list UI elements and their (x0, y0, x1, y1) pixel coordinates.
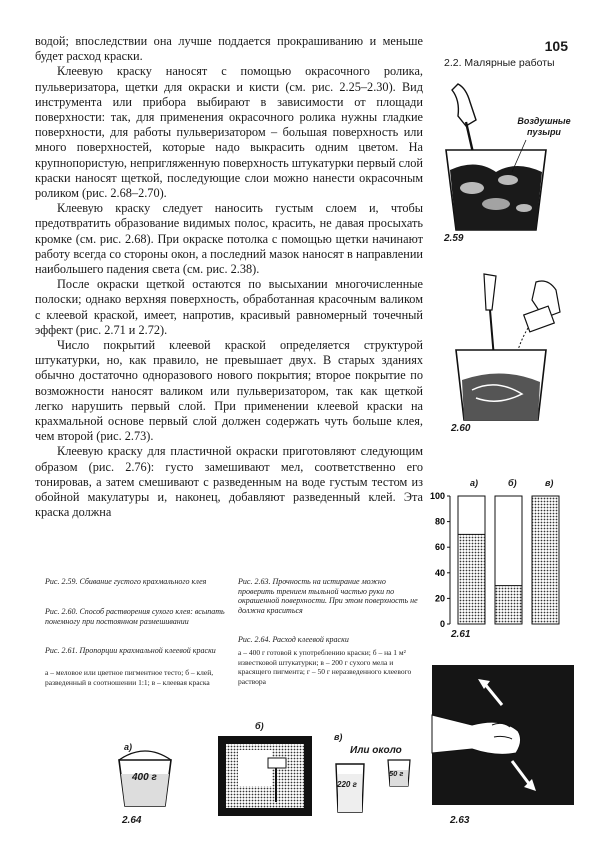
paragraph: водой; впоследствии она лучше поддается прокрашиванию и меньше будет расход краски. (35, 34, 423, 64)
paragraph: Число покрытий клеевой краской определяется структурой штукатурки, но, как правило, не превышает двух. В старых зданиях обычно достаточно одноразового нового покрытия; второе покрытие по возможности наносят валиком или пульверизатором, так как щеткой легко нарушить первый слой. При применении клеевой краски на крахмальной основе первый слой должен содержать чуть больше клея, чем второй (рис. 2.73). (35, 338, 423, 444)
figure-2-63 (432, 665, 574, 805)
chart-tick-label: 20 (434, 593, 445, 604)
chart-bar (495, 586, 522, 624)
chart-panel-label: в) (545, 478, 554, 488)
figure-2-59-annotation: Воздушные пузыри (517, 116, 571, 137)
figure-2-63-label: 2.63 (450, 815, 470, 826)
main-text-column (35, 34, 423, 521)
chart-panel-label: б) (508, 478, 517, 488)
chart-bar (532, 496, 559, 624)
paragraph: Клеевую краску для пластичной окраски приготовляют следующим образом (рис. 2.76): густо замешивают мел, соответственно его тонировав, а затем смешивают с разведенным на воде густым тестом из обойной макулатуры и, наконец, добавляют разведенный клей. Эта краска должна (35, 444, 423, 520)
chart-panel-label: а) (470, 478, 479, 488)
paragraph: Клеевую краску следует наносить густым слоем и, чтобы предотвратить образование видимых полос, красить, не давая просыхать кромке (см. рис. 2.68). При окраске потолка с помощью щетки начинают работу всегда со стороны окон, а последний мазок наносят в направлении наибольшего падения света (см. рис. 2.38). (35, 201, 423, 277)
caption-2-61-body: а – меловое или цветное пигментное тесто; б – клей, разведенный в соотношении 1:1; в – клеевая краска (45, 668, 214, 687)
chart-tick-label: 0 (439, 619, 445, 629)
chart-tick-label: 60 (434, 542, 445, 553)
paragraph: Клеевую краску наносят с помощью окрасочного ролика, пульверизатора, щетки для окраски и кисти (см. рис. 2.25–2.30). Вид инструмента или прибора выбирают в зависимости от площади поверхности: так, для применения окрасочного ролика нужны гладкие поверхности, для работы пульверизатором – большая поверхность или много поверхностей, которые надо выкрасить одним цветом. На крупнопористую, непригляженную поверхность штукатурки первый слой краски наносят щеткой, последующие слои можно нанести окрасочным роликом (рис. 2.68–2.70). (35, 64, 423, 201)
chart-tick-label: 40 (434, 567, 445, 578)
figure-2-64-weight-g: 50 г (389, 769, 404, 778)
caption-2-61-text (45, 668, 225, 687)
caption-2-64-body: а – 400 г готовой к употреблению краски; б – на 1 м² известковой штукатурки; в – 200 г сухого мела и красящего пигмента; г – 50 г неразведенного клеевого раствора (238, 648, 412, 686)
chart-tick-label: 80 (434, 516, 445, 527)
figure-2-64-wall (218, 736, 312, 816)
figure-2-61-label: 2.61 (451, 629, 471, 640)
figure-2-64-panel-v: в) (334, 732, 343, 742)
caption-2-64-text (238, 648, 418, 686)
figure-2-60 (436, 270, 576, 430)
figure-2-64-weight-a: 400 г (132, 772, 157, 783)
figure-2-64-panel-b: б) (255, 721, 264, 731)
figure-2-59 (436, 80, 576, 240)
figure-2-59-label: 2.59 (444, 233, 464, 244)
figure-2-61-chart (426, 488, 576, 628)
figure-2-64-or-text: Или около (350, 745, 402, 756)
chart-bar (458, 534, 485, 624)
caption-2-60: Рис. 2.60. Способ растворения сухого клея: всыпать понемногу при постоянном размешивании (45, 607, 225, 626)
chart-tick-label: 100 (429, 491, 445, 501)
caption-2-63: Рис. 2.63. Прочность на истирание можно проверить трением тыльной частью руки по окрашенной поверхности. При этом поверхность не должна краситься (238, 577, 418, 615)
caption-2-59: Рис. 2.59. Сбивание густого крахмального клея (45, 577, 207, 586)
figure-2-60-label: 2.60 (451, 423, 471, 434)
page-number: 105 (544, 38, 568, 54)
caption-2-61-title: Рис. 2.61. Пропорции крахмальной клеевой краски (45, 646, 216, 655)
section-title: 2.2. Малярные работы (444, 57, 555, 69)
caption-2-64-title: Рис. 2.64. Расход клеевой краски (238, 635, 349, 644)
figure-2-64-weight-v: 220 г (337, 780, 357, 789)
figure-2-64-panel-a: а) (124, 742, 133, 752)
paragraph: После окраски щеткой остаются по высыхании многочисленные полоски; однако верхняя поверхность, обработанная красочным валиком с клеевой краской, имеет, напротив, красивый равномерный точечный эффект (рис. 2.71 и 2.72). (35, 277, 423, 337)
figure-2-64-label: 2.64 (122, 815, 142, 826)
